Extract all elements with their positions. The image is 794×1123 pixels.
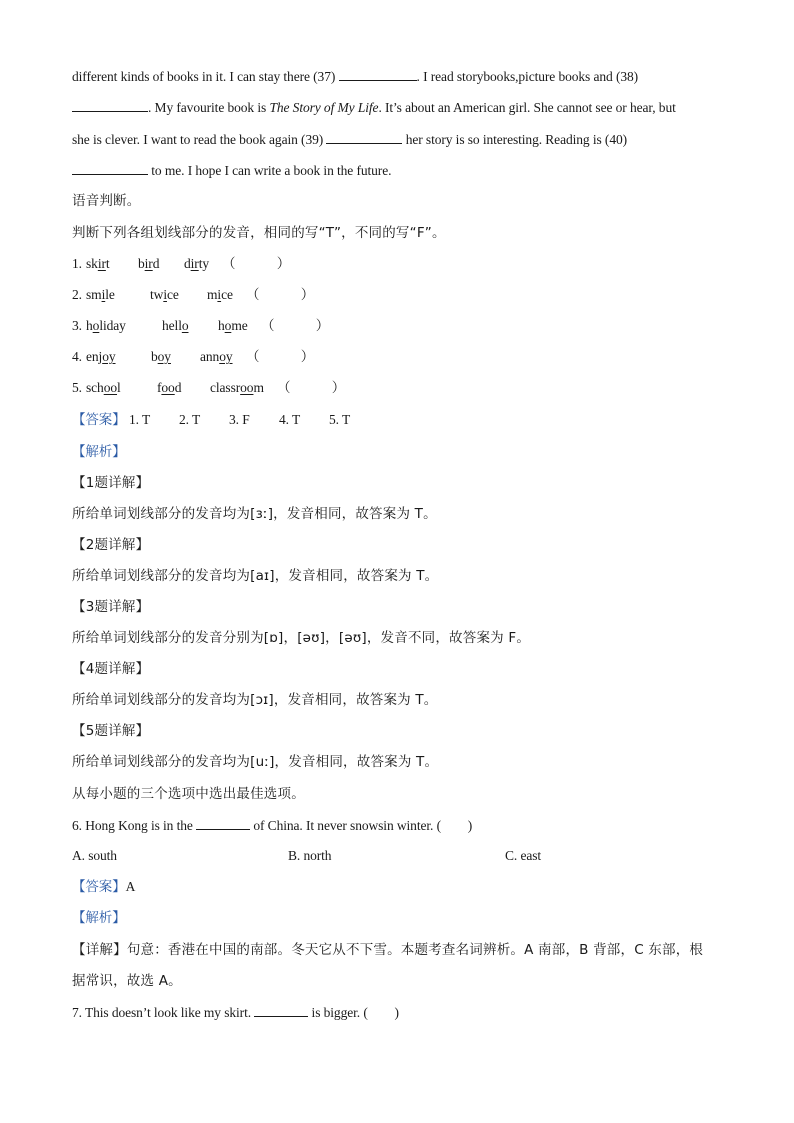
passage-text: she is clever. I want to read the book again (39) [72, 132, 327, 147]
underlined-letters: oy [157, 349, 171, 364]
item-number: 4. [72, 349, 82, 364]
detail-label-5: 【5题详解】 [72, 723, 150, 739]
answer-blank-39 [326, 129, 402, 144]
phonics-word: skirt [86, 256, 110, 271]
answer-parentheses: （ ） [222, 256, 291, 272]
book-title: The Story of My Life [269, 100, 379, 115]
phonics-word: enjoy [86, 349, 116, 364]
phonics-word: smile [86, 287, 115, 302]
answer-value: A [125, 879, 136, 894]
answer-item: 4. T [279, 412, 301, 427]
phonics-word: school [86, 380, 121, 395]
phonics-word: annoy [200, 349, 233, 364]
underlined-letters: oo [161, 380, 175, 395]
passage-line-1 [72, 66, 722, 87]
detail-text-5: 所给单词划线部分的发音均为[uː]，发音相同，故答案为 T。 [72, 754, 439, 770]
underlined-letters: oo [240, 380, 254, 395]
underlined-letters: o [224, 318, 232, 333]
detail-label-1: 【1题详解】 [72, 475, 150, 491]
q6-detail-line-1: 【详解】句意：香港在中国的南部。冬天它从不下雪。本题考查名词辨析。A 南部，B 背部，C 东部，根 [72, 942, 704, 958]
analysis-label: 【解析】 [72, 444, 126, 460]
phonics-answer-row [72, 410, 722, 430]
answer-blank-q7 [254, 1002, 308, 1017]
q6-analysis-label: 【解析】 [72, 910, 126, 926]
item-number: 1. [72, 256, 82, 271]
phonics-word: bird [138, 256, 160, 271]
answer-parentheses: （ ） [277, 380, 346, 396]
underlined-letters: o [92, 318, 100, 333]
detail-label-4: 【4题详解】 [72, 661, 150, 677]
q6-detail-line-2: 据常识，故选 A。 [72, 973, 182, 989]
underlined-letters: oo [103, 380, 118, 395]
answer-item: 5. T [329, 412, 351, 427]
answer-blank-q6 [196, 815, 250, 830]
answer-label: 【答案】 [72, 879, 126, 895]
phonics-word: mice [207, 287, 233, 302]
answer-parentheses: （ ） [246, 349, 315, 365]
detail-label-2: 【2题详解】 [72, 537, 150, 553]
underlined-letters: oy [102, 349, 116, 364]
item-number: 3. [72, 318, 82, 333]
phonics-word: food [157, 380, 182, 395]
passage-text: different kinds of books in it. I can stay there (37) [72, 69, 339, 84]
section-heading-phonics: 语音判断。 [72, 193, 141, 209]
answer-parentheses: （ ） [246, 287, 315, 303]
question-7: 7. This doesn’t look like my skirt. is bigger. ( ) [72, 1002, 722, 1023]
answer-parentheses: （ ） [261, 318, 330, 334]
phonics-word: holiday [86, 318, 126, 333]
underlined-letters: ir [97, 256, 106, 271]
item-number: 5. [72, 380, 82, 395]
detail-text-3: 所给单词划线部分的发音分别为[ɒ]，[əʊ]，[əʊ]，发音不同，故答案为 F。 [72, 630, 531, 646]
underlined-letters: ir [190, 256, 199, 271]
passage-text: her story is so interesting. Reading is (40) [402, 132, 628, 147]
q6-answer-row [72, 877, 722, 897]
passage-text: . I read storybooks,picture books and (38) [416, 69, 639, 84]
passage-text: to me. I hope I can write a book in the future. [148, 163, 392, 178]
detail-text-4: 所给单词划线部分的发音均为[ɔɪ]，发音相同，故答案为 T。 [72, 692, 438, 708]
answer-label: 【答案】 [72, 412, 126, 428]
answer-item: 2. T [179, 412, 201, 427]
underlined-letters: o [181, 318, 189, 333]
phonics-instruction: 判断下列各组划线部分的发音，相同的写“T”，不同的写“F”。 [72, 225, 446, 241]
answer-item: 3. F [229, 412, 250, 427]
passage-line-2 [72, 97, 722, 118]
underlined-letters: i [163, 287, 167, 302]
phonics-word: dirty [184, 256, 210, 271]
detail-label-3: 【3题详解】 [72, 599, 150, 615]
underlined-letters: i [101, 287, 106, 302]
underlined-letters: oy [219, 349, 233, 364]
phonics-word: home [218, 318, 248, 333]
option-c: C. east [505, 848, 542, 863]
underlined-letters: i [217, 287, 222, 302]
phonics-word: hello [162, 318, 189, 333]
detail-text-2: 所给单词划线部分的发音均为[aɪ]，发音相同，故答案为 T。 [72, 568, 439, 584]
passage-text: . My favourite book is [148, 100, 270, 115]
phonics-word: classroom [210, 380, 264, 395]
answer-item: 1. T [129, 412, 151, 427]
option-a: A. south [72, 848, 117, 863]
option-b: B. north [288, 848, 332, 863]
phonics-word: twice [150, 287, 179, 302]
section-heading-choice: 从每小题的三个选项中选出最佳选项。 [72, 786, 305, 802]
phonics-word: boy [151, 349, 171, 364]
passage-line-3 [72, 129, 722, 150]
question-6: 6. Hong Kong is in the of China. It never snowsin winter. ( ) [72, 815, 722, 836]
passage-line-4 [72, 160, 722, 181]
answer-blank-38 [72, 97, 148, 112]
item-number: 2. [72, 287, 82, 302]
passage-text: . It’s about an American girl. She cannot see or hear, but [378, 100, 676, 115]
answer-blank-37 [339, 66, 417, 81]
answer-blank-40 [72, 160, 148, 175]
detail-text-1: 所给单词划线部分的发音均为[ɜː]，发音相同，故答案为 T。 [72, 506, 437, 522]
underlined-letters: ir [144, 256, 153, 271]
